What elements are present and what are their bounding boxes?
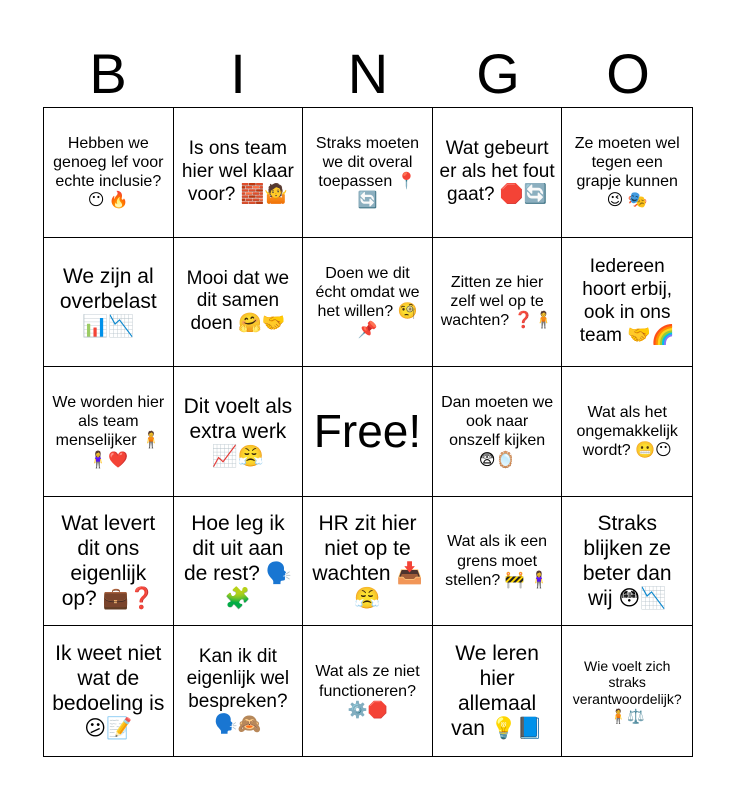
- free-label: Free!: [313, 404, 422, 457]
- bingo-cell-text: Wat levert dit ons eigenlijk op? 💼❓: [61, 511, 156, 611]
- bingo-cell-15[interactable]: [562, 367, 692, 497]
- bingo-cell-text: Wat als ze niet functioneren? ⚙️🛑: [315, 663, 420, 719]
- bingo-cell-7[interactable]: [174, 238, 304, 368]
- bingo-cell-10[interactable]: [562, 238, 692, 368]
- bingo-cell-text: Straks moeten we dit overal toepassen 📍🔄: [315, 134, 420, 210]
- header-letter-g: G: [476, 42, 520, 105]
- bingo-cell-23[interactable]: [303, 626, 433, 756]
- bingo-cell-text: We zijn al overbelast 📊📉: [59, 265, 157, 339]
- bingo-cell-text: Mooi dat we dit samen doen 🤗🤝: [186, 267, 290, 335]
- bingo-cell-22[interactable]: [174, 626, 304, 756]
- bingo-cell-text: Straks blijken ze beter dan wij 😳📉: [582, 511, 672, 611]
- header-letter-b: B: [89, 42, 127, 105]
- bingo-cell-1[interactable]: [44, 108, 174, 238]
- bingo-cell-12[interactable]: [174, 367, 304, 497]
- bingo-cell-14[interactable]: [433, 367, 563, 497]
- bingo-cell-20[interactable]: [562, 497, 692, 627]
- bingo-cell-21[interactable]: [44, 626, 174, 756]
- bingo-board: [43, 107, 693, 757]
- bingo-cell-text: Zitten ze hier zelf wel op te wachten? ❓🧍: [440, 274, 554, 330]
- bingo-cell-text: Kan ik dit eigenlijk wel bespreken? 🗣️🙈: [186, 645, 290, 735]
- bingo-cell-text: Ze moeten wel tegen een grapje kunnen 😉 🎭: [574, 134, 680, 210]
- bingo-cell-3[interactable]: [303, 108, 433, 238]
- bingo-cell-5[interactable]: [562, 108, 692, 238]
- bingo-cell-25[interactable]: [562, 626, 692, 756]
- bingo-cell-16[interactable]: [44, 497, 174, 627]
- bingo-cell-17[interactable]: [174, 497, 304, 627]
- bingo-cell-8[interactable]: [303, 238, 433, 368]
- bingo-cell-text: Wat als ik een grens moet stellen? 🚧 🧍‍♀️: [445, 533, 550, 589]
- bingo-cell-6[interactable]: [44, 238, 174, 368]
- bingo-cell-2[interactable]: [174, 108, 304, 238]
- bingo-cell-text: Wie voelt zich straks verantwoordelijk? 🧍⚖️: [572, 657, 682, 724]
- bingo-cell-text: Dit voelt als extra werk 📈😤: [183, 394, 293, 469]
- bingo-cell-text: Hebben we genoeg lef voor echte inclusie? 😶 🔥: [53, 134, 164, 210]
- bingo-cell-18[interactable]: [303, 497, 433, 627]
- bingo-cell-11[interactable]: [44, 367, 174, 497]
- bingo-cell-text: Iedereen hoort erbij, ook in ons team 🤝🌈: [579, 256, 675, 346]
- bingo-cell-19[interactable]: [433, 497, 563, 627]
- bingo-cell-text: Hoe leg ik dit uit aan de rest? 🗣️🧩: [183, 511, 292, 611]
- bingo-cell-text: Wat als het ongemakkelijk wordt? 😬😶: [576, 403, 678, 460]
- bingo-header: [43, 40, 693, 108]
- header-letter-n: N: [347, 42, 389, 105]
- header-letter-o: O: [606, 42, 650, 105]
- bingo-cell-24[interactable]: [433, 626, 563, 756]
- bingo-cell-text: Wat gebeurt er als het fout gaat? 🛑🔄: [439, 138, 555, 205]
- bingo-cell-text: Is ons team hier wel klaar voor? 🧱🤷: [181, 138, 294, 205]
- bingo-cell-text: We leren hier allemaal van 💡📘: [451, 641, 544, 741]
- bingo-cell-text: HR zit hier niet op te wachten 📥😤: [312, 511, 423, 611]
- bingo-cell-text: Dan moeten we ook naar onszelf kijken 😨🪞: [441, 394, 554, 469]
- bingo-cell-text: We worden hier als team menselijker 🧍🧍‍♀️❤️: [52, 394, 165, 469]
- header-letter-i: I: [230, 42, 246, 105]
- bingo-cell-text: Doen we dit écht omdat we het willen? 🧐📌: [315, 264, 420, 340]
- bingo-cell-text: Ik weet niet wat de bedoeling is 😕📝: [52, 641, 165, 741]
- bingo-free-cell[interactable]: [303, 367, 433, 497]
- bingo-cell-4[interactable]: [433, 108, 563, 238]
- bingo-cell-9[interactable]: [433, 238, 563, 368]
